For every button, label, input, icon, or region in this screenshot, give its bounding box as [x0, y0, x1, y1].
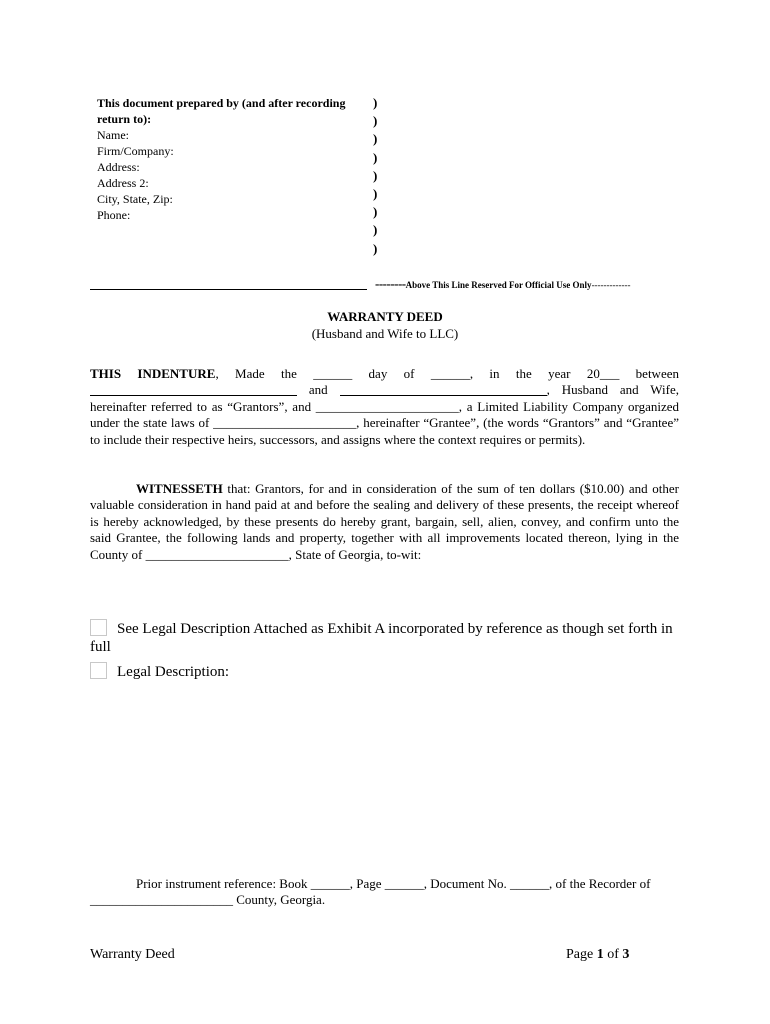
document-subtitle: (Husband and Wife to LLC)	[311, 326, 459, 341]
witnesseth-lead: WITNESSETH	[136, 481, 223, 496]
bracket-column	[373, 94, 377, 258]
field-address2-label: Address 2:	[97, 176, 149, 190]
legal-description-checkbox[interactable]	[90, 662, 107, 679]
footer-page-number	[566, 947, 629, 963]
document-title: WARRANTY DEED	[327, 309, 443, 324]
footer-current-page: 1	[596, 947, 604, 962]
indenture-text-2: and	[297, 382, 340, 398]
official-use-note	[375, 276, 631, 292]
prior-instrument-text: Prior instrument reference: Book ______, Page ______, Document No. ______, of the Recorder of ______________________ County, Georgia.	[90, 876, 651, 908]
recording-divider-line	[90, 289, 367, 290]
field-phone-label: Phone:	[97, 208, 131, 222]
indenture-text-1: , Made the ______ day of ______, in the year 20___ between	[215, 366, 679, 381]
official-use-trail: -------------	[591, 280, 631, 290]
official-use-text: Above This Line Reserved For Official Use Only	[405, 280, 592, 290]
witnesseth-paragraph	[90, 481, 679, 563]
legal-description-option[interactable]	[90, 662, 680, 681]
field-address-label: Address:	[97, 160, 140, 174]
exhibit-checkbox[interactable]	[90, 619, 107, 636]
bracket-mark: )	[373, 95, 378, 110]
field-firm-label: Firm/Company:	[97, 144, 174, 158]
indenture-text-3: , Husband and Wife, hereinafter referred to as “Grantors”, and ______________________, a Limited Liability Company organized under the state laws of ______________________, hereinafter “Grantee”, (the words “Grantors” and “Grantee” to include their respective heirs, successors, and assigns where the context requires or permits).	[90, 382, 679, 447]
bracket-mark: )	[373, 131, 378, 147]
grantor-1-blank[interactable]	[90, 383, 297, 396]
footer-total-pages: 3	[622, 947, 630, 962]
bracket-mark: )	[373, 240, 378, 256]
field-name-label: Name:	[97, 128, 129, 142]
legal-description-label: Legal Description:	[117, 664, 230, 680]
footer-doc-name: Warranty Deed	[90, 947, 175, 962]
bracket-mark: )	[373, 204, 378, 220]
indenture-lead: THIS INDENTURE	[90, 366, 216, 381]
footer-page-word: Page	[566, 947, 597, 962]
bracket-mark: )	[373, 149, 378, 165]
prepared-by-heading: This document prepared by (and after recording	[97, 96, 346, 110]
field-city-state-zip-label: City, State, Zip:	[97, 192, 173, 206]
bracket-mark: )	[373, 167, 378, 183]
prepared-by-block	[97, 95, 367, 223]
indenture-paragraph	[90, 366, 679, 448]
witnesseth-text: that: Grantors, for and in consideration of the sum of ten dollars ($10.00) and other valuable consideration in hand paid at and before the sealing and delivery of these presents, the receipt whereof is hereby acknowledged, by these presents do hereby grant, bargain, sell, alien, convey, and confirm unto the said Grantee, the following lands and property, together with all improvements located thereon, lying in the County of ______________________, State of Georgia, to-wit:	[90, 481, 679, 562]
footer-of-word: of	[603, 947, 623, 962]
bracket-mark: )	[373, 113, 378, 129]
bracket-mark: )	[373, 222, 378, 238]
official-use-dashes: --------	[375, 276, 406, 291]
bracket-mark: )	[373, 186, 378, 202]
exhibit-option[interactable]	[90, 619, 680, 656]
prepared-by-heading-cont: return to):	[97, 112, 152, 126]
grantor-2-blank[interactable]	[340, 383, 547, 396]
prior-instrument-reference	[90, 876, 679, 909]
exhibit-option-label: See Legal Description Attached as Exhibit A incorporated by reference as though set forth in full	[90, 621, 673, 655]
